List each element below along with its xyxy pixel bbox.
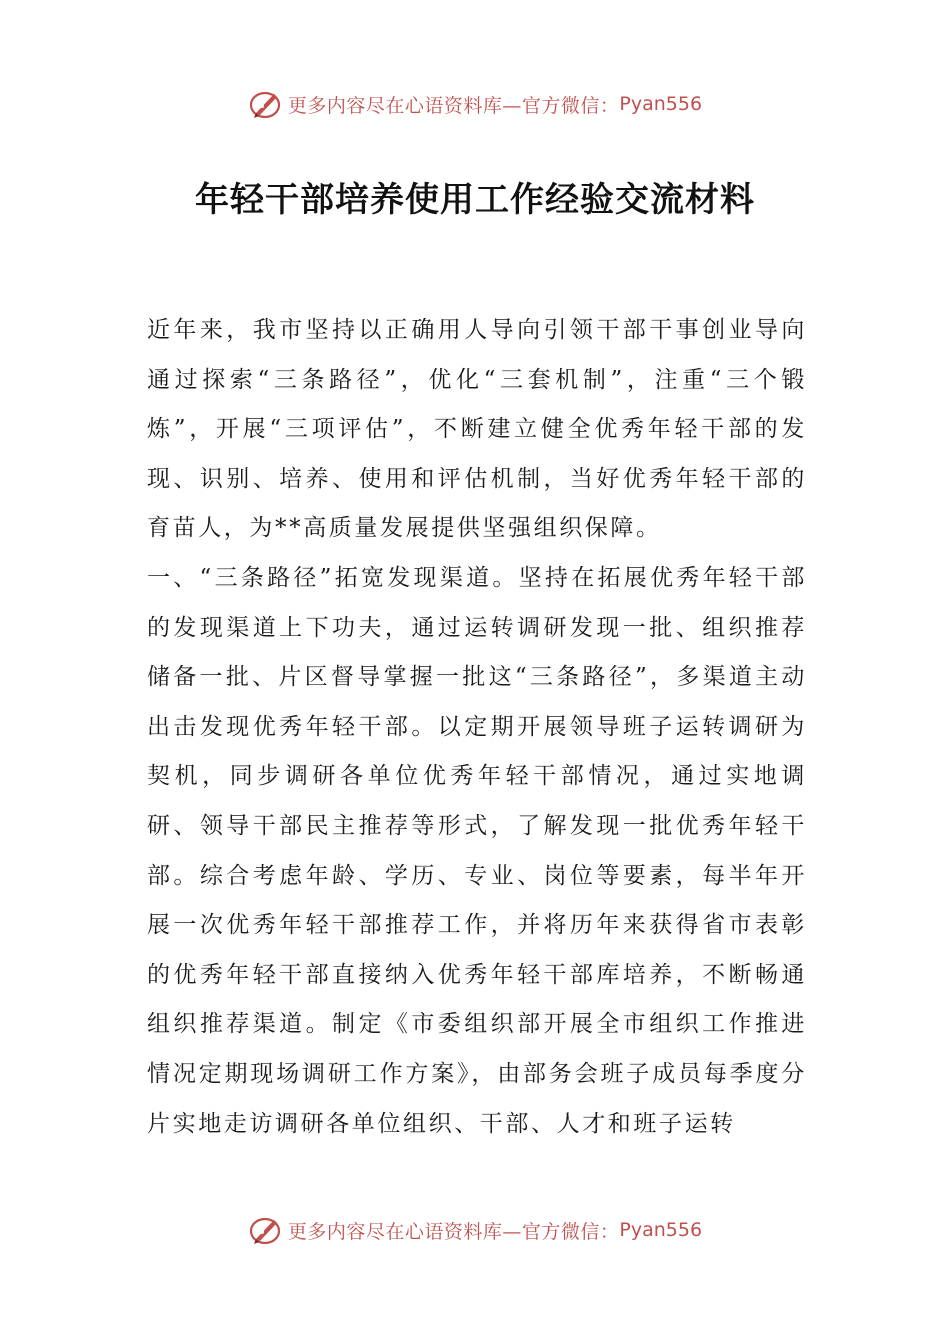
document-body	[147, 306, 807, 1149]
paragraph-intro: 近年来，我市坚持以正确用人导向引领干部干事创业导向通过探索“三条路径”，优化“三套机制”，注重“三个锻炼”，开展“三项评估”，不断建立健全优秀年轻干部的发现、识别、培养、使用和评估机制，当好优秀年轻干部的育苗人，为**高质量发展提供坚强组织保障。	[147, 317, 807, 542]
paragraph-section-one: 一、“三条路径”拓宽发现渠道。坚持在拓展优秀年轻干部的发现渠道上下功夫，通过运转调研发现一批、组织推荐储备一批、片区督导掌握一批这“三条路径”，多渠道主动出击发现优秀年轻干部。以定期开展领导班子运转调研为契机，同步调研各单位优秀年轻干部情况，通过实地调研、领导干部民主推荐等形式，了解发现一批优秀年轻干部。综合考虑年龄、学历、专业、岗位等要素，每半年开展一次优秀年轻干部推荐工作，并将历年来获得省市表彰的优秀年轻干部直接纳入优秀年轻干部库培养，不断畅通组织推荐渠道。制定《市委组织部开展全市组织工作推进情况定期现场调研工作方案》，由部务会班子成员每季度分片实地走访调研各单位组织、干部、人才和班子运转	[147, 564, 807, 1137]
pen-circle-logo-icon	[248, 1212, 284, 1248]
watermark-banner-top	[0, 84, 950, 124]
wechat-id: Pyan556	[619, 93, 703, 115]
watermark-text: 更多内容尽在心语资料库—官方微信：	[287, 94, 620, 117]
watermark-text: 更多内容尽在心语资料库—官方微信：	[287, 1220, 620, 1243]
document-title: 年轻干部培养使用工作经验交流材料	[195, 180, 755, 220]
wechat-id: Pyan556	[619, 1219, 703, 1241]
pen-circle-logo-icon	[248, 86, 284, 122]
watermark-banner-bottom	[0, 1210, 950, 1250]
